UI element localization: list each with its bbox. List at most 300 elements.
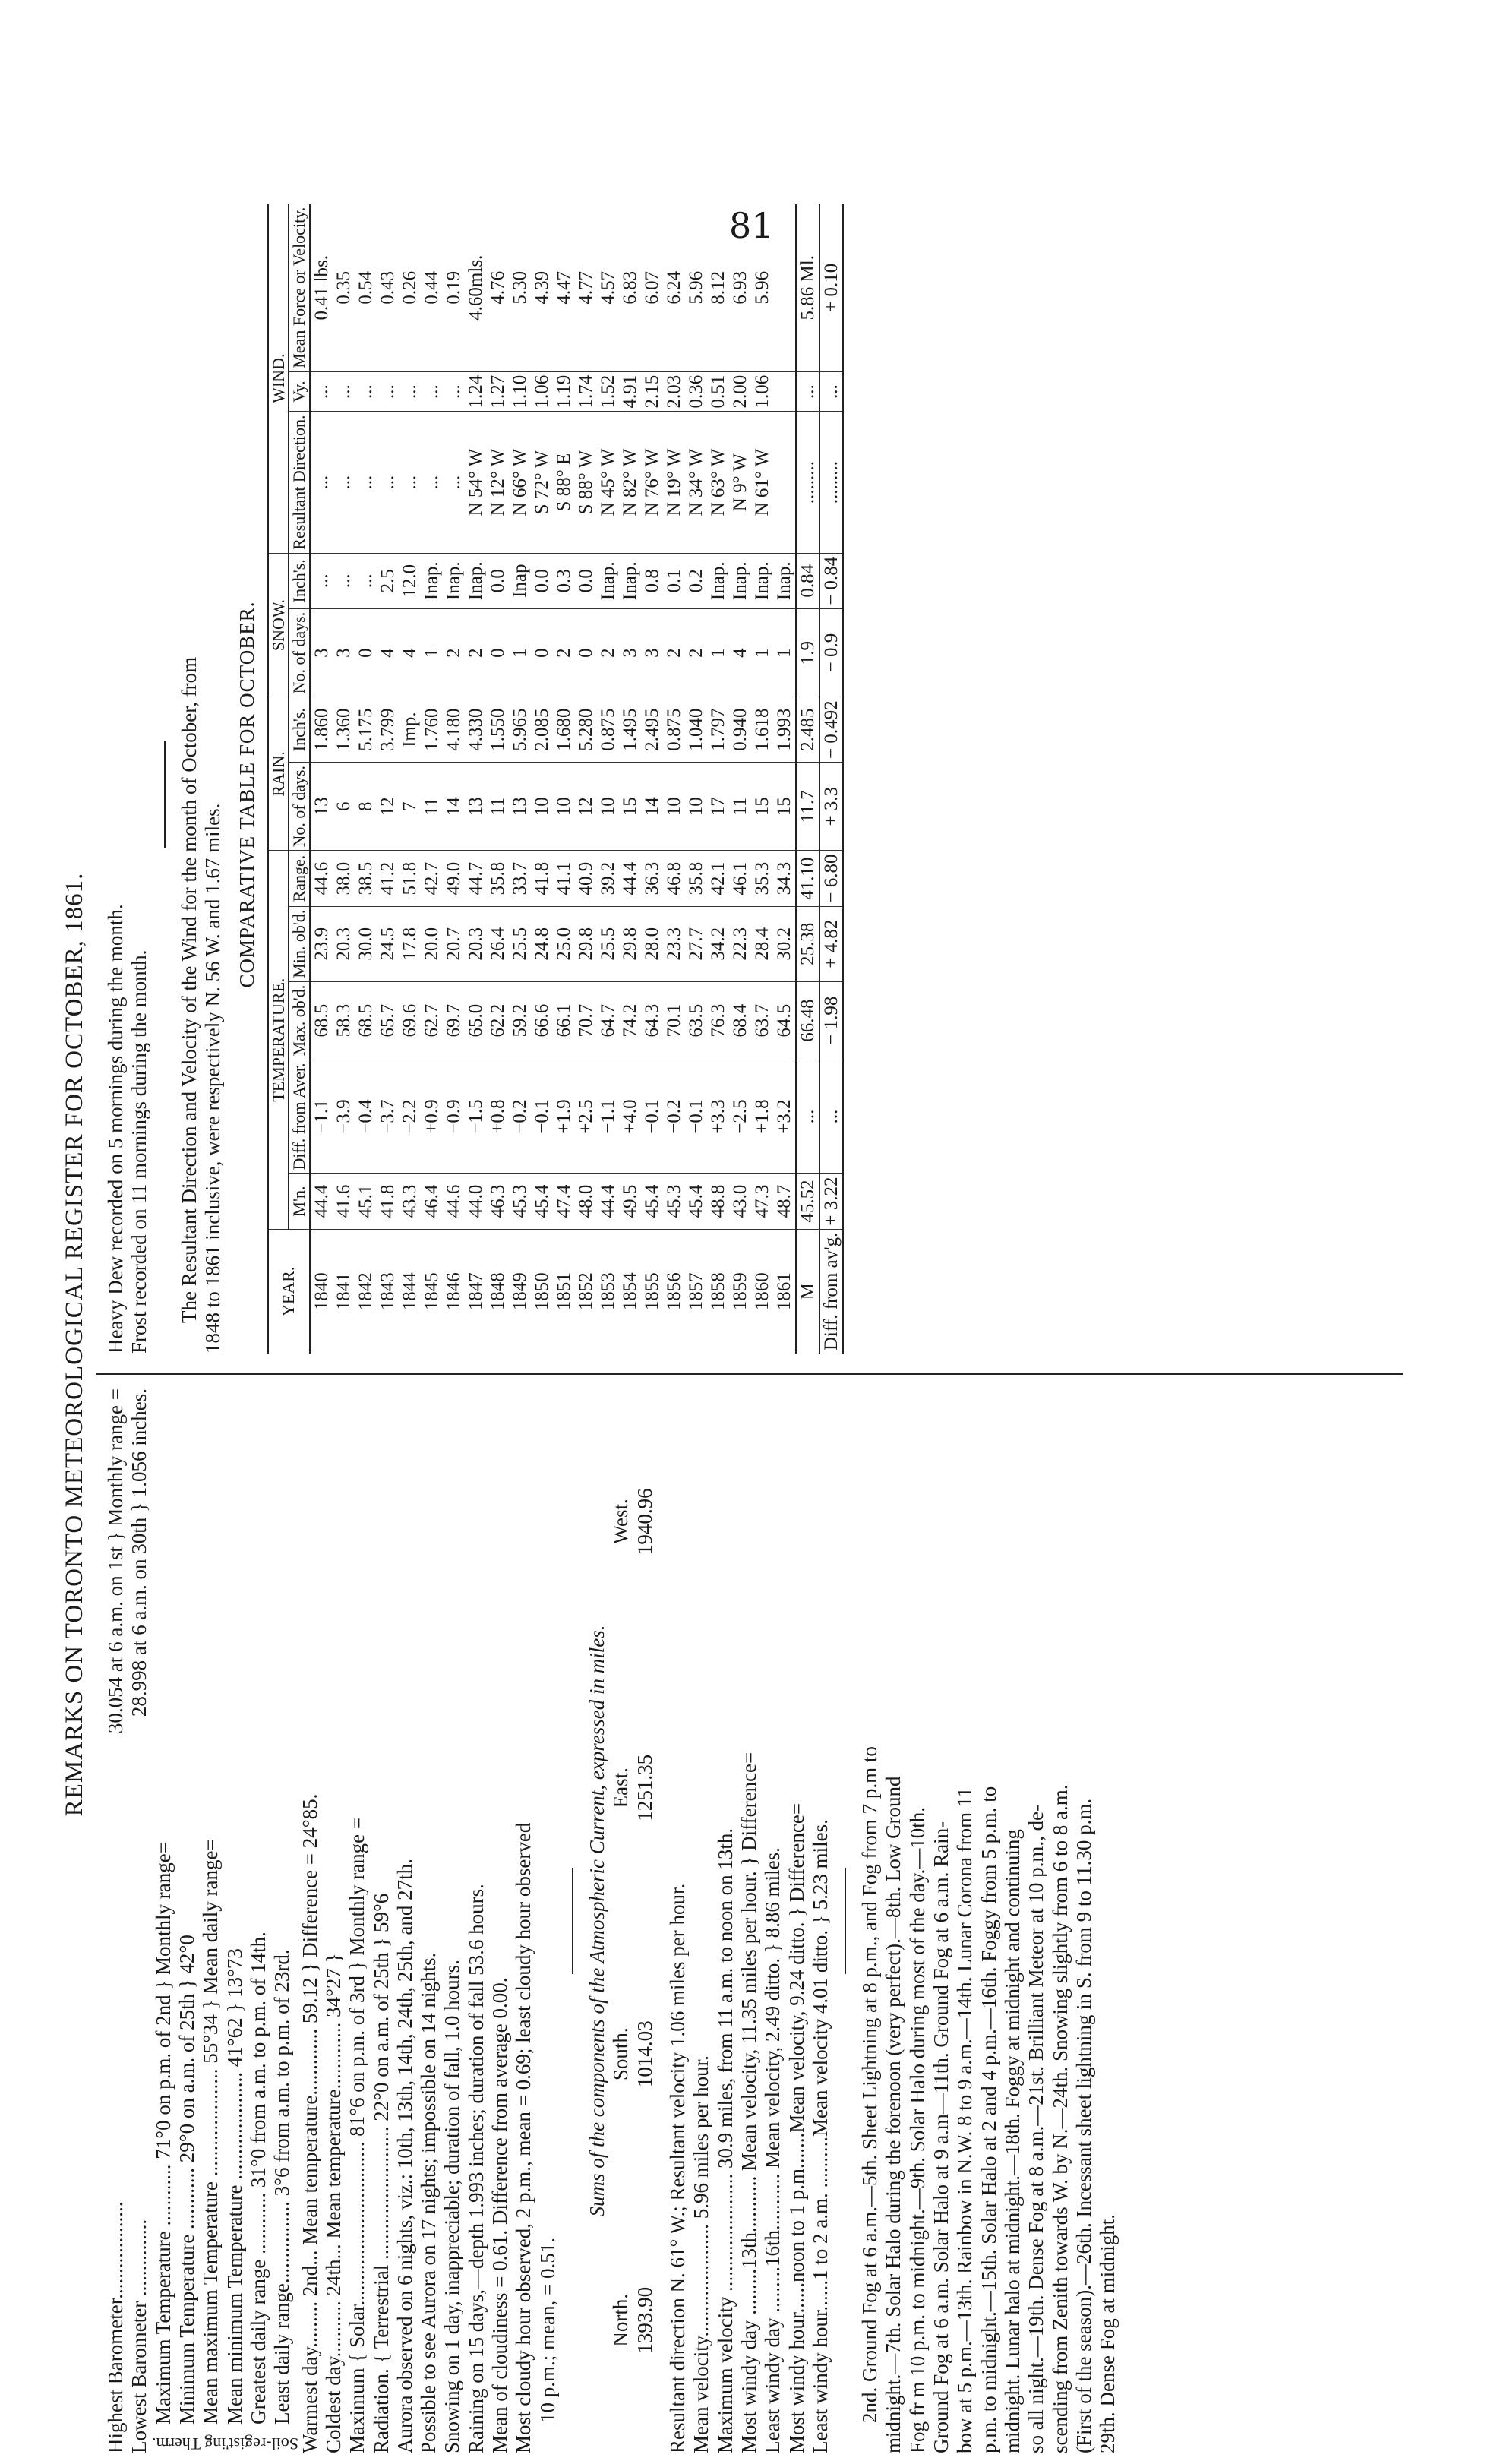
table-cell: M [796, 1229, 819, 1354]
table-cell: 1.52 [597, 371, 619, 412]
table-cell: 64.5 [773, 981, 796, 1060]
table-cell: 1860 [751, 1272, 772, 1311]
table-cell: 68.4 [729, 981, 751, 1060]
daily-line: Possible to see Aurora on 17 nights; impossible on 14 nights. [417, 1952, 441, 2453]
table-cell: 44.7 [465, 851, 487, 906]
resultant-note: The Resultant Direction and Velocity of the Wind for the month of October, from [177, 656, 201, 1323]
table-cell: 0 [487, 608, 509, 697]
table-cell: 14 [443, 762, 465, 851]
table-cell: 0.51 [707, 371, 729, 412]
daily-line: 10 p.m.; mean, = 0.51. [535, 2238, 559, 2423]
table-cell: 1858 [707, 1272, 728, 1311]
table-cell: 8 [355, 762, 377, 851]
table-cell: +1.8 [751, 1060, 773, 1174]
table-row [421, 204, 443, 1354]
resultant-note: 1848 to 1861 inclusive, were respectively N. 56 W. and 1.67 miles. [201, 803, 224, 1354]
table-cell: 11 [421, 762, 443, 851]
table-cell: 4.330 [465, 697, 487, 763]
table-row [597, 204, 619, 1354]
table-cell: 0.0 [531, 553, 553, 608]
table-cell: 33.7 [509, 851, 531, 906]
separator-rule [164, 741, 166, 848]
table-cell: 1.993 [773, 697, 796, 763]
therm-line: Greatest daily range ............ 31°0 from a.m. to p.m. of 14th. [246, 1932, 270, 2425]
table-cell: 2.03 [663, 371, 685, 412]
daily-line: Aurora observed on 6 nights, viz.: 10th, 13th, 14th, 24th, 25th, and 27th. [393, 1859, 416, 2453]
table-cell: −0.9 [443, 1060, 465, 1174]
table-cell: + 4.82 [819, 906, 843, 981]
table-cell: ... [333, 553, 355, 608]
table-cell: 46.8 [663, 851, 685, 906]
table-cell: − 0.84 [819, 553, 843, 608]
table-cell: 12 [377, 762, 399, 851]
table-cell: 49.5 [619, 1174, 641, 1229]
table-cell: ... [443, 412, 465, 553]
table-cell: 6.93 [729, 204, 751, 372]
table-cell: 69.7 [443, 981, 465, 1060]
page-heading: REMARKS ON TORONTO METEOROLOGICAL REGISTER FOR OCTOBER, 1861. [61, 872, 88, 1817]
table-cell: −3.9 [333, 1060, 355, 1174]
table-cell: 12 [575, 762, 597, 851]
table-cell: 34.3 [773, 851, 796, 906]
table-cell: 65.7 [377, 981, 399, 1060]
col-header: Resultant Direction. [289, 412, 310, 553]
table-cell: 1845 [421, 1272, 442, 1311]
table-cell: −0.4 [355, 1060, 377, 1174]
table-cell: 3 [333, 608, 355, 697]
table-cell: 38.5 [355, 851, 377, 906]
table-cell: −0.2 [663, 1060, 685, 1174]
table-cell: +0.8 [487, 1060, 509, 1174]
table-cell: 6.24 [663, 204, 685, 372]
snow-header: SNOW. [268, 553, 289, 697]
table-cell: Inap. [465, 553, 487, 608]
col-header: Max. ob'd. [289, 981, 310, 1060]
table-cell: 15 [751, 762, 773, 851]
table-cell: 0.36 [685, 371, 707, 412]
table-cell: 10 [531, 762, 553, 851]
table-cell: 5.86 Ml. [796, 204, 819, 372]
therm-line: Minimum Temperature ............ 29°0 on a.m. of 25th } 42°0 [175, 1935, 198, 2425]
table-cell: 41.8 [531, 851, 553, 906]
table-cell: Inap. [707, 553, 729, 608]
table-cell: N 66° W [509, 412, 531, 553]
table-cell: 5.965 [509, 697, 531, 763]
table-cell: 45.4 [531, 1174, 553, 1229]
table-cell: + 3.22 [819, 1174, 843, 1229]
table-cell: N 34° W [685, 412, 707, 553]
table-cell: 1 [751, 608, 773, 697]
table-cell: 1853 [597, 1272, 618, 1311]
wind-line: Least windy day .........16th........... Mean velocity, 2.49 ditto. } 8.86 miles. [761, 1847, 785, 2453]
table-cell: 1851 [553, 1272, 574, 1311]
table-cell: N 19° W [663, 412, 685, 553]
table-row [377, 204, 399, 1354]
table-cell: 63.7 [751, 981, 773, 1060]
barometer-highest: Highest Barometer................... 30.054 at 6 a.m. on 1st } Monthly range = [104, 1388, 127, 2453]
table-cell: 44.4 [310, 1174, 333, 1229]
table-cell: Inap. [421, 553, 443, 608]
table-cell: Inap. [773, 553, 796, 608]
table-cell: − 0.9 [819, 608, 843, 697]
table-cell: 41.1 [553, 851, 575, 906]
table-cell: 30.2 [773, 906, 796, 981]
table-title: COMPARATIVE TABLE FOR OCTOBER. [235, 601, 259, 988]
table-cell: 15 [773, 762, 796, 851]
comparative-table [267, 204, 844, 1354]
table-cell: 20.3 [465, 906, 487, 981]
table-cell: 0.84 [796, 553, 819, 608]
table-cell: 1.06 [531, 371, 553, 412]
table-cell: 38.0 [333, 851, 355, 906]
table-cell: − 6.80 [819, 851, 843, 906]
table-cell: 0 [531, 608, 553, 697]
table-row [575, 204, 597, 1354]
table-cell: 2 [465, 608, 487, 697]
table-cell: 1.860 [310, 697, 333, 763]
table-cell: 23.9 [310, 906, 333, 981]
table-cell: 46.3 [487, 1174, 509, 1229]
table-cell: 47.3 [751, 1174, 773, 1229]
table-cell: 44.0 [465, 1174, 487, 1229]
table-cell: 4.76 [487, 204, 509, 372]
table-row [465, 204, 487, 1354]
table-cell: 3 [619, 608, 641, 697]
table-cell: 20.0 [421, 906, 443, 981]
table-cell: 28.4 [751, 906, 773, 981]
table-cell: 1.74 [575, 371, 597, 412]
table-cell: 1 [707, 608, 729, 697]
table-cell: S 72° W [531, 412, 553, 553]
table-cell: 0.875 [663, 697, 685, 763]
table-cell: 0.54 [355, 204, 377, 372]
table-cell: 43.3 [399, 1174, 421, 1229]
table-cell: N 61° W [751, 412, 773, 553]
table-cell: 46.4 [421, 1174, 443, 1229]
group-header-row [268, 204, 289, 1354]
table-cell: 70.1 [663, 981, 685, 1060]
col-header: Inch's. [289, 697, 310, 763]
table-cell: 44.6 [310, 851, 333, 906]
table-cell: 49.0 [443, 851, 465, 906]
table-cell: 4.47 [553, 204, 575, 372]
table-cell: 5.175 [355, 697, 377, 763]
soil-thermometer-block [152, 1388, 298, 2453]
table-cell: 66.48 [796, 981, 819, 1060]
table-cell: 10 [597, 762, 619, 851]
daily-line: Maximum { Solar................................ 81°6 on p.m. of 3rd } Monthly range = [346, 1817, 369, 2453]
table-row [663, 204, 685, 1354]
table-row [707, 204, 729, 1354]
table-cell: 59.2 [509, 981, 531, 1060]
table-cell: 1857 [685, 1272, 706, 1311]
table-body [310, 204, 843, 1354]
table-cell: 0.8 [641, 553, 663, 608]
table-cell: 1.680 [553, 697, 575, 763]
table-cell: 65.0 [465, 981, 487, 1060]
table-cell: 2 [685, 608, 707, 697]
table-cell: 45.4 [641, 1174, 663, 1229]
daily-line: Radiation. { Terrestrial .......................... 22°0 on a.m. of 25th } 59°6 [369, 1893, 393, 2453]
table-cell: 11 [487, 762, 509, 851]
separator-rule [572, 1868, 573, 1974]
table-cell: 68.5 [355, 981, 377, 1060]
daily-line: Most cloudy hour observed, 2 p.m., mean = 0.69; least cloudy hour observed [512, 1822, 535, 2453]
therm-line: Mean minimum Temperature ..................... 41°62 } 13°73 [223, 1948, 246, 2425]
table-cell: 70.7 [575, 981, 597, 1060]
table-cell: 0.35 [333, 204, 355, 372]
table-cell: +4.0 [619, 1060, 641, 1174]
table-cell: 63.5 [685, 981, 707, 1060]
table-cell: 24.8 [531, 906, 553, 981]
table-row [443, 204, 465, 1354]
table-cell: 48.8 [707, 1174, 729, 1229]
col-header: No. of days. [289, 608, 310, 697]
table-cell: 4.91 [619, 371, 641, 412]
remarks-paragraph: 2nd. Ground Fog at 6 a.m.—5th. Sheet Lightning at 8 p.m., and Fog from 7 p.m to midnight.—7th. Solar Halo during the forenoon (very perfect).—8th. Low Ground Fog fr m 10 p.m. to midnight.—9th. Solar Halo during most of the day.—10th. Ground Fog at 6 a.m. Solar Halo at 9 a.m—11th. Ground Fog at 6 a.m. Rain- bow at 5 p.m.—13th. Rainbow in N.W. 8 to 9 a.m.—14th. Lunar Corona from 11 p.m. to midnight.—15th. Solar Halo at 2 and 4 p.m.—16th. Foggy from 5 p.m. to midnight. Lunar halo at midnight.—18th. Foggy at midnight and continuing so all night.—19th. Dense Fog at 8 a.m.—21st. Brilliant Meteor at 10 p.m., de- scending from Zenith towards W. by N.—24th. Snowing slightly from 6 to 8 a.m. (First of the season).—26th. Incessant sheet lightning in S. from 9 to 11.30 p.m. 29th. Dense Fog at midnight. [858, 1746, 1119, 2453]
wind-line: Least windy hour......1 to 2 a.m. ..........Mean velocity 4.01 ditto. } 5.23 miles. [808, 1819, 832, 2453]
table-cell: 0.43 [377, 204, 399, 372]
table-cell: 1 [773, 608, 796, 697]
table-cell: 17 [707, 762, 729, 851]
table-cell: ... [355, 412, 377, 553]
table-cell [773, 204, 796, 372]
daily-line: Coldest day........... 24th... Mean temperature............. 34°27 } [321, 1953, 345, 2453]
sums-title: Sums of the components of the Atmospheric Current, expressed in miles. [586, 1625, 609, 2217]
table-cell: 41.10 [796, 851, 819, 906]
table-cell: + 3.3 [819, 762, 843, 851]
separator-rule [845, 1868, 846, 1974]
table-cell: 23.3 [663, 906, 685, 981]
table-cell: 1 [421, 608, 443, 697]
table-cell: 1842 [355, 1272, 376, 1311]
table-cell: 1859 [729, 1272, 750, 1311]
table-cell: 5.96 [685, 204, 707, 372]
table-row [819, 204, 843, 1354]
table-cell: ... [399, 371, 421, 412]
table-cell: 0.0 [487, 553, 509, 608]
table-cell: 25.5 [509, 906, 531, 981]
table-cell: 2.085 [531, 697, 553, 763]
table-cell: Imp. [399, 697, 421, 763]
table-row [729, 204, 751, 1354]
table-cell: 44.4 [597, 1174, 619, 1229]
table-cell: 35.3 [751, 851, 773, 906]
table-cell: 14 [641, 762, 663, 851]
table-cell: ... [819, 371, 843, 412]
table-row [355, 204, 377, 1354]
table-cell: 0 [575, 608, 597, 697]
table-cell: 0.3 [553, 553, 575, 608]
table-cell: 1850 [531, 1272, 552, 1311]
table-cell: 68.5 [310, 981, 333, 1060]
table-cell: 0.1 [663, 553, 685, 608]
table-cell: 2 [443, 608, 465, 697]
table-cell: 20.3 [333, 906, 355, 981]
table-cell: 1861 [773, 1272, 794, 1311]
table-cell: 0.0 [575, 553, 597, 608]
table-cell: 4.39 [531, 204, 553, 372]
therm-line: Maximum Temperature ............ 71°0 on p.m. of 2nd } Monthly range= [151, 1842, 175, 2425]
table-cell: 25.5 [597, 906, 619, 981]
table-cell: ... [333, 412, 355, 553]
table-cell: −2.2 [399, 1060, 421, 1174]
col-header: Range. [289, 851, 310, 906]
table-cell: 4 [729, 608, 751, 697]
table-cell: 17.8 [399, 906, 421, 981]
table-cell: 5.30 [509, 204, 531, 372]
table-cell: 1 [509, 608, 531, 697]
table-cell: 5.280 [575, 697, 597, 763]
table-row [487, 204, 509, 1354]
table-cell: 35.8 [685, 851, 707, 906]
table-cell: ... [310, 412, 333, 553]
table-cell: 1854 [619, 1272, 640, 1311]
table-cell: 1.19 [553, 371, 575, 412]
table-cell: Diff. from av'g. [819, 1229, 843, 1354]
table-row [751, 204, 773, 1354]
table-cell: 11.7 [796, 762, 819, 851]
table-cell: 66.6 [531, 981, 553, 1060]
daily-line: Warmest day......... 2nd... Mean temperature............. 59.12 } Difference = 24°85. [298, 1793, 321, 2453]
table-cell: 3 [310, 608, 333, 697]
barometer-lowest: Lowest Barometer ............... 28.998 at 6 a.m. on 30th } 1.056 inches. [128, 1388, 151, 2453]
therm-line: Mean maximum Temperature ..................... 55°34 } Mean daily range= [199, 1839, 223, 2425]
temperature-header: TEMPERATURE. [268, 851, 289, 1229]
table-cell: ... [377, 371, 399, 412]
table-cell: 3 [641, 608, 663, 697]
table-cell: 1.360 [333, 697, 355, 763]
daily-line: Raining on 15 days,—depth 1.993 inches; duration of fall 53.6 hours. [464, 1884, 488, 2453]
table-cell: 13 [509, 762, 531, 851]
table-cell: Inap. [751, 553, 773, 608]
table-cell: 4 [399, 608, 421, 697]
table-cell: +1.9 [553, 1060, 575, 1174]
table-cell: Inap. [443, 553, 465, 608]
table-cell: 44.4 [619, 851, 641, 906]
table-cell: ... [443, 371, 465, 412]
table-cell: N 76° W [641, 412, 663, 553]
wind-line: Most windy day .........13th........... Mean velocity, 11.35 miles per hour. } Difference= [737, 1752, 760, 2453]
table-cell: 76.3 [707, 981, 729, 1060]
table-cell: ......... [796, 412, 819, 553]
col-header: Vy. [289, 371, 310, 412]
table-cell: 1.618 [751, 697, 773, 763]
table-cell: 43.0 [729, 1174, 751, 1229]
table-cell: 69.6 [399, 981, 421, 1060]
table-cell: 1849 [509, 1272, 530, 1311]
table-cell: 0.2 [685, 553, 707, 608]
table-cell: +3.2 [773, 1060, 796, 1174]
table-cell: 0.26 [399, 204, 421, 372]
table-cell: 42.7 [421, 851, 443, 906]
dew-note: Heavy Dew recorded on 5 mornings during the month. [104, 904, 127, 1354]
table-cell: 0.940 [729, 697, 751, 763]
table-cell: ......... [819, 412, 843, 553]
table-cell: 0.875 [597, 697, 619, 763]
table-cell: 26.4 [487, 906, 509, 981]
table-cell: 1.10 [509, 371, 531, 412]
table-cell: 1841 [333, 1272, 354, 1311]
col-header: M'n. [289, 1174, 310, 1229]
table-cell: ... [355, 553, 377, 608]
table-cell: 1855 [641, 1272, 662, 1311]
table-cell: 6 [333, 762, 355, 851]
col-header: Inch's. [289, 553, 310, 608]
table-cell: ... [355, 371, 377, 412]
table-cell: 11 [729, 762, 751, 851]
table-cell: 51.8 [399, 851, 421, 906]
table-cell: 35.8 [487, 851, 509, 906]
col-header: No. of days. [289, 762, 310, 851]
table-cell: 1844 [399, 1272, 420, 1311]
table-cell: −1.1 [597, 1060, 619, 1174]
table-cell: ... [399, 412, 421, 553]
therm-line: Least daily range................ 3°6 from a.m. to p.m. of 23rd. [270, 1949, 294, 2425]
table-row [310, 204, 333, 1354]
table-cell: +3.3 [707, 1060, 729, 1174]
rain-header: RAIN. [268, 697, 289, 851]
col-header: Diff. from Aver. [289, 1060, 310, 1174]
table-cell: 66.1 [553, 981, 575, 1060]
table-cell: 4 [377, 608, 399, 697]
table-cell: N 54° W [465, 412, 487, 553]
rotated-content [61, 207, 1403, 2453]
table-cell: 58.3 [333, 981, 355, 1060]
right-column [96, 207, 1403, 1375]
column-header-row [289, 204, 310, 1354]
table-cell: 2 [553, 608, 575, 697]
table-cell: N 63° W [707, 412, 729, 553]
table-cell: 1.760 [421, 697, 443, 763]
table-cell: Inap. [619, 553, 641, 608]
table-cell: 2.00 [729, 371, 751, 412]
table-cell: ... [796, 371, 819, 412]
table-cell: S 88° E [553, 412, 575, 553]
table-cell: 42.1 [707, 851, 729, 906]
table-cell: 29.8 [619, 906, 641, 981]
table-cell: 20.7 [443, 906, 465, 981]
table-cell: 46.1 [729, 851, 751, 906]
table-cell: 2.15 [641, 371, 663, 412]
table-cell: 1.550 [487, 697, 509, 763]
table-cell: −0.1 [685, 1060, 707, 1174]
table-cell: 10 [553, 762, 575, 851]
table-cell: 12.0 [399, 553, 421, 608]
table-cell: 0.41 lbs. [310, 204, 333, 372]
table-row [796, 204, 819, 1354]
table-cell: 74.2 [619, 981, 641, 1060]
table-row [531, 204, 553, 1354]
table-cell: N 82° W [619, 412, 641, 553]
table-cell: 6.07 [641, 204, 663, 372]
table-cell: 4.77 [575, 204, 597, 372]
table-cell: 41.6 [333, 1174, 355, 1229]
table-row [773, 204, 796, 1354]
table-cell [773, 412, 796, 553]
table-cell: 6.83 [619, 204, 641, 372]
table-cell: ... [421, 412, 443, 553]
table-cell: −1.5 [465, 1060, 487, 1174]
table-cell: 28.0 [641, 906, 663, 981]
table-cell: 10 [685, 762, 707, 851]
table-cell: 1.24 [465, 371, 487, 412]
table-cell: 44.6 [443, 1174, 465, 1229]
table-row [619, 204, 641, 1354]
table-cell: +0.9 [421, 1060, 443, 1174]
table-cell: Inap. [729, 553, 751, 608]
table-cell: 4.60mls. [465, 204, 487, 372]
